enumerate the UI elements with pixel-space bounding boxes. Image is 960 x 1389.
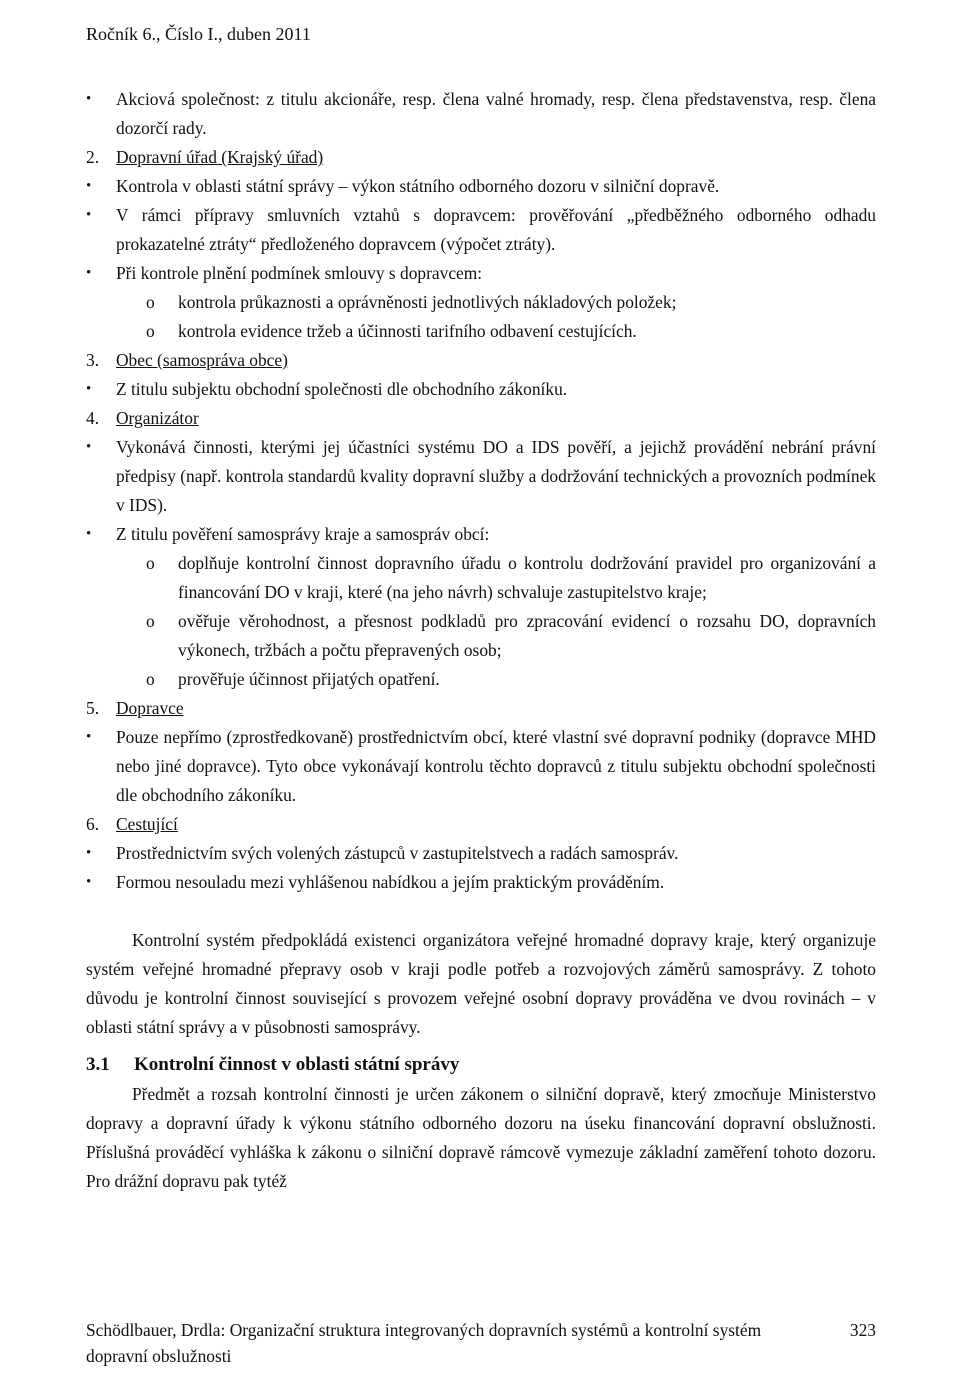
- sub-list-marker: o: [146, 669, 155, 689]
- section-title-text: Kontrolní činnost v oblasti státní správy: [134, 1054, 460, 1075]
- heading-number: 2.: [86, 147, 100, 167]
- sub-list-marker: o: [146, 292, 155, 312]
- page-footer: [86, 1317, 876, 1369]
- numbered-heading: [86, 694, 876, 723]
- sub-list-text: kontrola průkaznosti a oprávněnosti jednotlivých nákladových položek;: [178, 292, 677, 312]
- sub-list-text: doplňuje kontrolní činnost dopravního úřadu o kontrolu dodržování pravidel pro organizování a financování DO v kraji, které (na jeho návrh) schvaluje zastupitelstvo kraje;: [178, 553, 876, 602]
- heading-number: 4.: [86, 408, 100, 428]
- numbered-heading: [86, 404, 876, 433]
- sub-list-marker: o: [146, 611, 155, 631]
- page-content: [86, 85, 876, 1196]
- heading-number: 6.: [86, 814, 100, 834]
- sub-list-item: [86, 607, 876, 665]
- sub-list-text: kontrola evidence tržeb a účinnosti tarifního odbavení cestujících.: [178, 321, 637, 341]
- heading-text: Organizátor: [116, 408, 199, 428]
- sub-list-item: [86, 288, 876, 317]
- sub-list-text: ověřuje věrohodnost, a přesnost podkladů pro zpracování evidencí o rozsahu DO, dopravních výkonech, tržbách a počtu přepravených osob;: [178, 611, 876, 660]
- list-item: • Vykonává činnosti, kterými jej účastníci systému DO a IDS pověří, a jejichž provádění nebrání právní předpisy (např. kontrola standardů kvality dopravní služby a dodržování technických a provozních podmínek v IDS).: [86, 433, 876, 520]
- list-item: • Pouze nepřímo (zprostředkovaně) prostřednictvím obcí, které vlastní své dopravní podniky (dopravce MHD nebo jiné dopravce). Tyto obce vykonávají kontrolu těchto dopravců z titulu subjektu obchodní společnosti dle obchodního zákoníku.: [86, 723, 876, 810]
- list-item: • Akciová společnost: z titulu akcionáře, resp. člena valné hromady, resp. člena představenstva, resp. člena dozorčí rady.: [86, 85, 876, 143]
- list-item: • Při kontrole plnění podmínek smlouvy s dopravcem:: [86, 259, 876, 288]
- numbered-heading: [86, 346, 876, 375]
- numbered-heading: [86, 143, 876, 172]
- sub-list-marker: o: [146, 553, 155, 573]
- heading-text: Dopravce: [116, 698, 184, 718]
- sub-list-text: prověřuje účinnost přijatých opatření.: [178, 669, 440, 689]
- section-number: 3.1: [86, 1054, 110, 1075]
- heading-number: 3.: [86, 350, 100, 370]
- list-item: • V rámci přípravy smluvních vztahů s dopravcem: prověřování „předběžného odborného odhadu prokazatelné ztráty“ předloženého dopravcem (výpočet ztráty).: [86, 201, 876, 259]
- running-header: Ročník 6., Číslo I., duben 2011: [86, 24, 311, 44]
- heading-text: Cestující: [116, 814, 178, 834]
- list-item: • Kontrola v oblasti státní správy – výkon státního odborného dozoru v silniční dopravě.: [86, 172, 876, 201]
- sub-list-marker: o: [146, 321, 155, 341]
- section-heading: [86, 1050, 876, 1080]
- heading-text: Obec (samospráva obce): [116, 350, 288, 370]
- page-number: 323: [849, 1320, 876, 1340]
- sub-list-item: [86, 549, 876, 607]
- list-item: • Z titulu subjektu obchodní společnosti dle obchodního zákoníku.: [86, 375, 876, 404]
- list-item: • Z titulu pověření samosprávy kraje a samospráv obcí:: [86, 520, 876, 549]
- sub-list-item: [86, 317, 876, 346]
- heading-text: Dopravní úřad (Krajský úřad): [116, 147, 324, 167]
- heading-number: 5.: [86, 698, 100, 718]
- list-item: • Formou nesouladu mezi vyhlášenou nabídkou a jejím praktickým prováděním.: [86, 868, 876, 897]
- sub-list-item: [86, 665, 876, 694]
- footer-citation: Schödlbauer, Drdla: Organizační struktura integrovaných dopravních systémů a kontrolní systém dopravní obslužnosti: [86, 1320, 762, 1366]
- body-paragraph: Předmět a rozsah kontrolní činnosti je určen zákonem o silniční dopravě, který zmocňuje Ministerstvo dopravy a dopravní úřady k výkonu státního odborného dozoru na úseku financování dopravní obslužnosti. Příslušná prováděcí vyhláška k zákonu o silniční dopravě rámcově vymezuje základní zaměření tohoto dozoru. Pro drážní dopravu pak tytéž: [86, 1084, 876, 1191]
- list-item: • Prostřednictvím svých volených zástupců v zastupitelstvech a radách samospráv.: [86, 839, 876, 868]
- body-paragraph: Kontrolní systém předpokládá existenci organizátora veřejné hromadné dopravy kraje, který organizuje systém veřejné hromadné přepravy osob v kraji podle potřeb a rozvojových záměrů samosprávy. Z tohoto důvodu je kontrolní činnost související s provozem veřejné osobní dopravy prováděna ve dvou rovinách – v oblasti státní správy a v působnosti samosprávy.: [86, 930, 876, 1037]
- spacer: [86, 897, 876, 926]
- numbered-heading: [86, 810, 876, 839]
